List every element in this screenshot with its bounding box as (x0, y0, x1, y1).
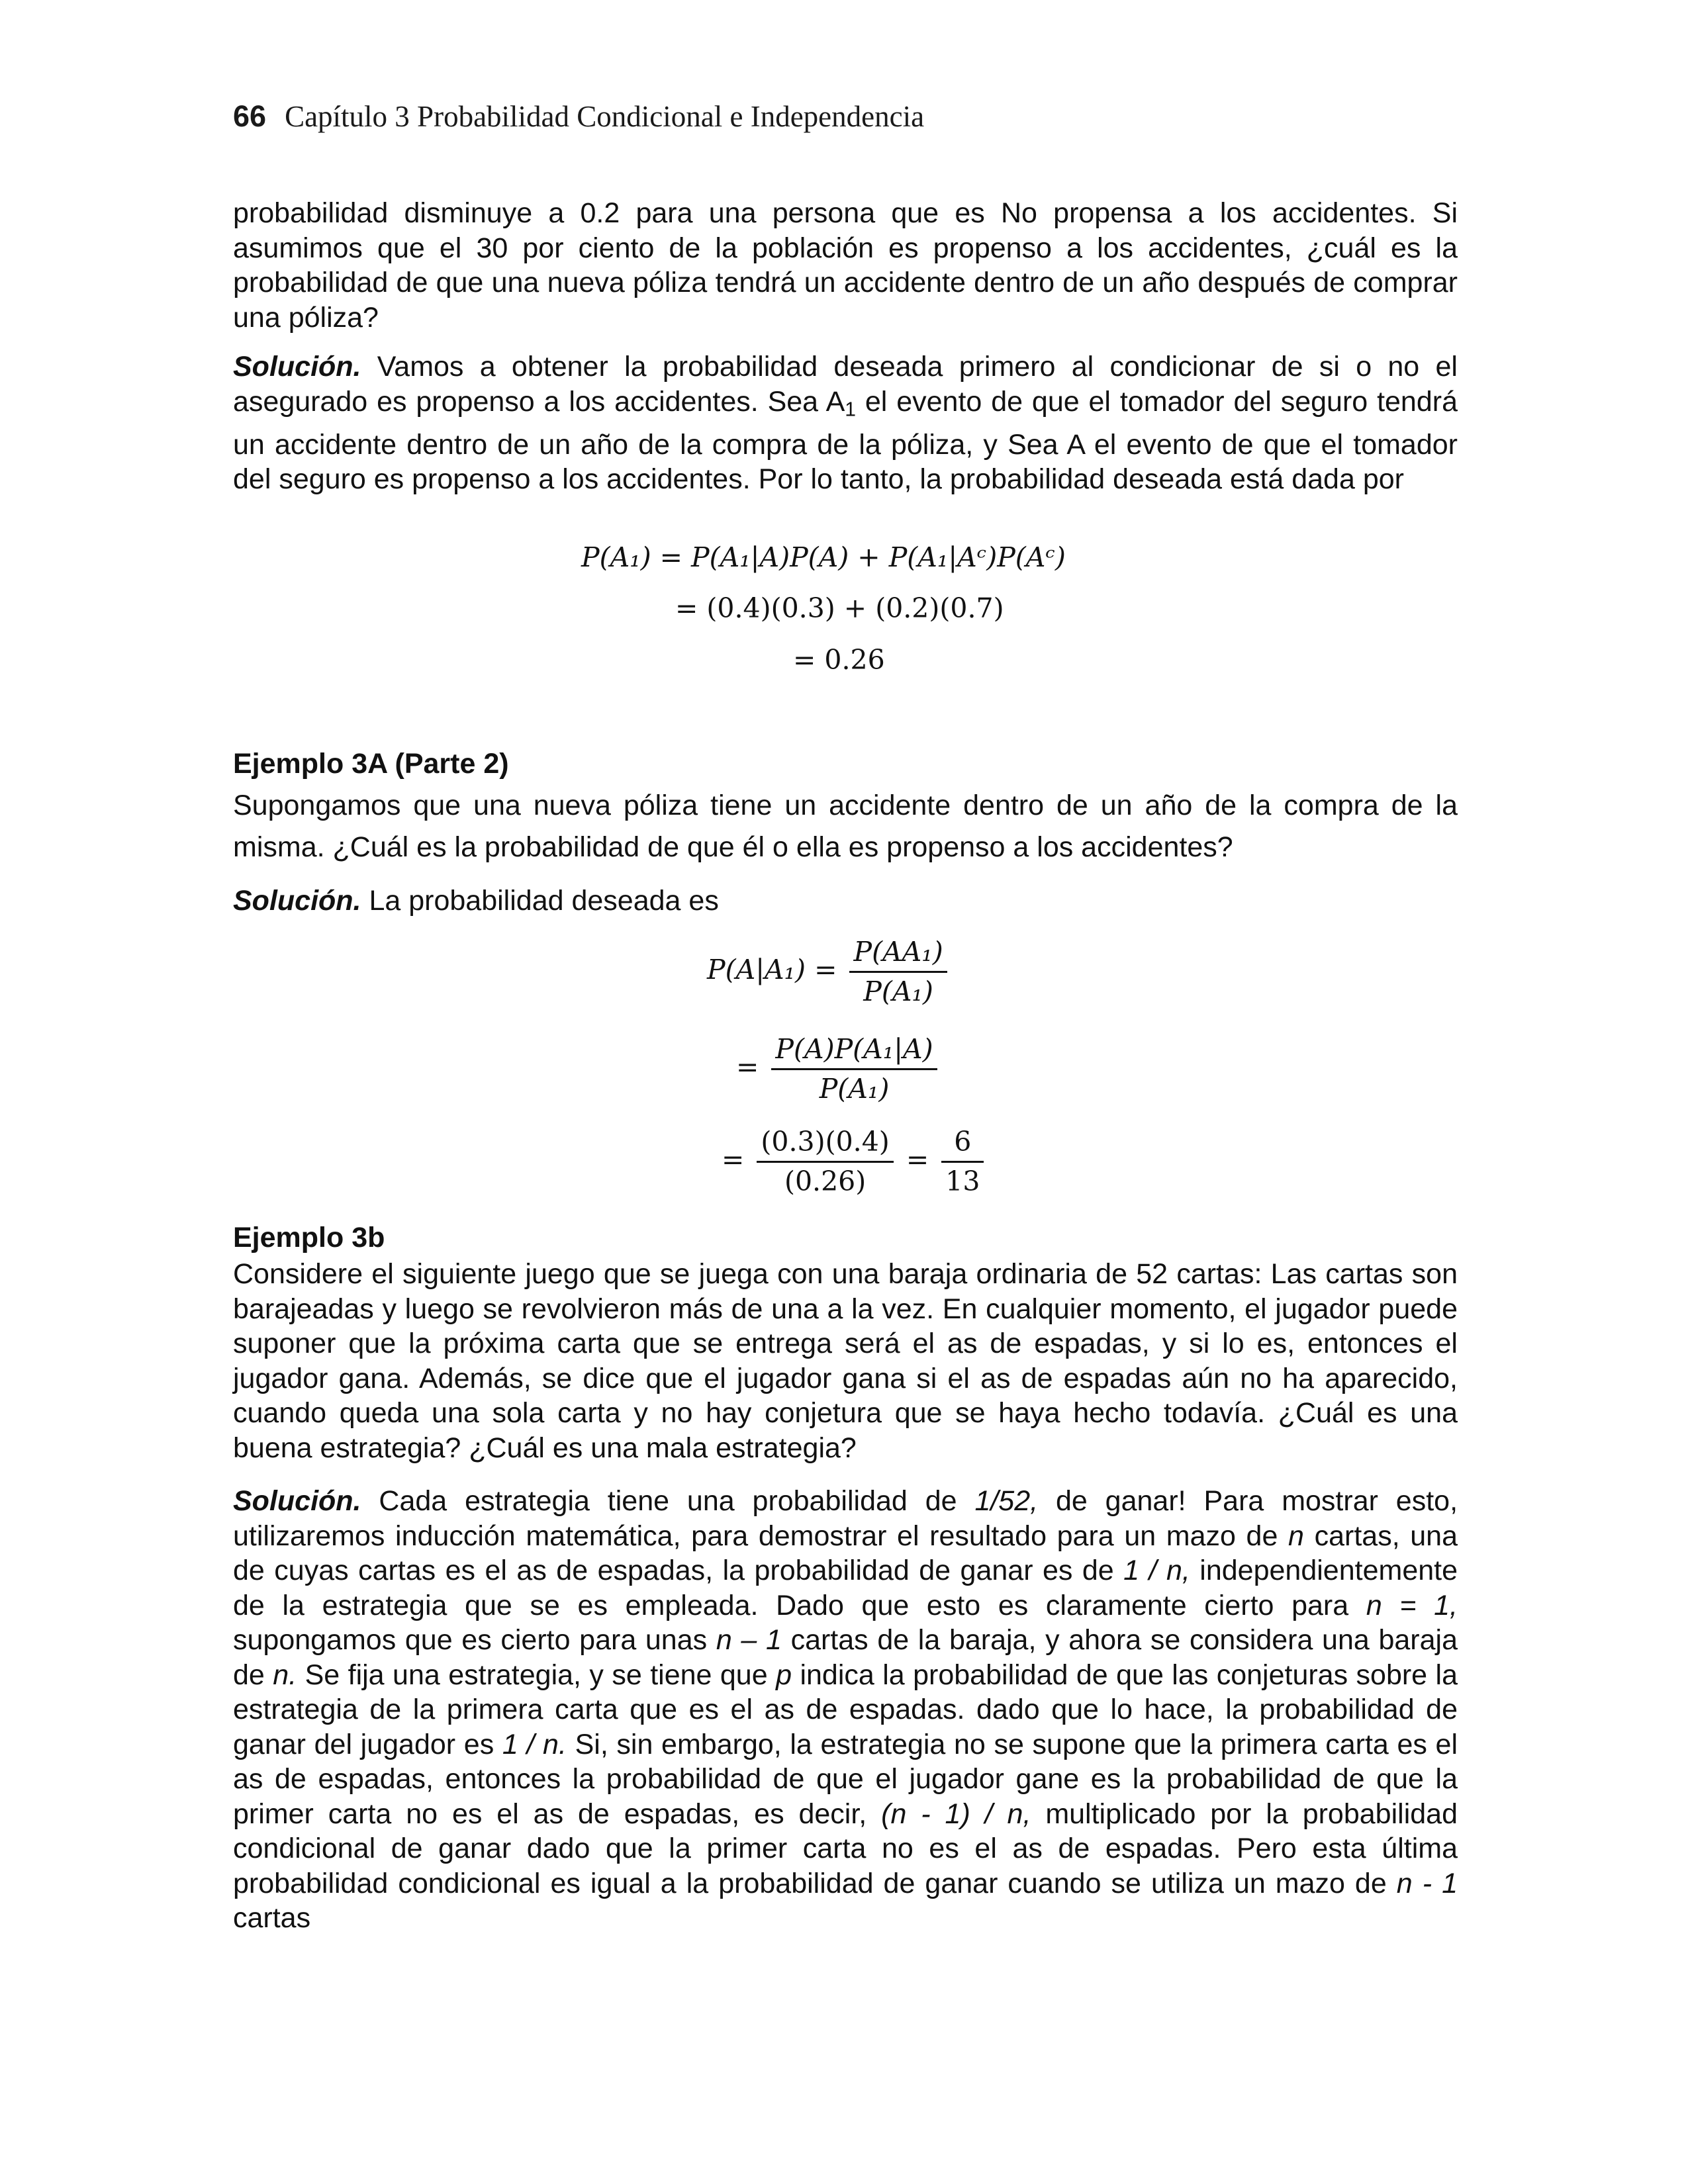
fraction-1-denominator: P(A₁) (849, 971, 947, 1005)
equation-2-lhs: P(A|A₁) = (707, 954, 837, 985)
fraction-1-numerator: P(AA₁) (853, 936, 943, 968)
solution-3-italic: 1 / n. (502, 1728, 567, 1760)
example-3b-paragraph: Considere el siguiente juego que se juega con una baraja ordinaria de 52 cartas: Las cartas son barajeadas y luego se revolvieron más de una a la vez. En cualquier momento, el jugador puede suponer que la próxima carta que se entrega será el as de espadas, y si lo es, entonces el jugador gana. Además, se dice que el jugador gana si el as de espadas aún no ha aparecido, cuando queda una sola carta y no hay conjetura que se haya hecho todavía. ¿Cuál es una buena estrategia? ¿Cuál es una mala estrategia? (233, 1258, 1458, 1464)
solution-3-italic: n - 1 (1396, 1867, 1458, 1899)
solution-3-italic: n. (273, 1659, 297, 1691)
equals-sign: = (722, 1144, 745, 1175)
solution-3-text: cartas de la baraja, y ahora se considera una baraja de (233, 1624, 1458, 1691)
fraction-4-numerator: 6 (954, 1126, 972, 1158)
fraction-2-denominator: P(A₁) (771, 1068, 937, 1103)
fraction-2 (771, 1033, 937, 1105)
fraction-4 (941, 1128, 984, 1195)
equation-2-line-3 (722, 1128, 988, 1195)
solution-3-paragraph (233, 1484, 1458, 1936)
fraction-3-denominator: (0.26) (757, 1161, 893, 1195)
solution-3-italic: n = 1, (1366, 1589, 1458, 1621)
solution-1-subscript: 1 (845, 398, 857, 421)
solution-3-text: multiplicado por la probabilidad condicional de ganar dado que la primer carta no es el as de espadas. Pero esta última probabilidad condicional es igual a la probabilidad de ganar cuando se utiliza un mazo de (233, 1797, 1458, 1899)
solution-2-text: La probabilidad deseada es (369, 885, 719, 917)
equation-2-line-2 (736, 1033, 941, 1105)
solution-1-paragraph (233, 349, 1458, 497)
solution-3-italic: p (776, 1659, 792, 1691)
solution-3-text: independientemente de la estrategia que se es empleada. Dado que esto es claramente cierto para (233, 1555, 1458, 1621)
fraction-4-denominator: 13 (941, 1161, 984, 1195)
intro-paragraph: probabilidad disminuye a 0.2 para una persona que es No propensa a los accidentes. Si asumimos que el 30 por ciento de la población es propenso a los accidentes, ¿cuál es la probabilidad de que una nueva póliza tendrá un accidente dentro de un año después de comprar una póliza? (233, 197, 1458, 334)
solution-3-text: Cada estrategia tiene una probabilidad de (379, 1485, 957, 1517)
equation-1-line-1: P(A₁) = P(A₁|A)P(A) + P(A₁|Aᶜ)P(Aᶜ) (581, 541, 1066, 573)
equation-1-line-3: = 0.26 (793, 644, 885, 676)
solution-3-italic: 1/52, (974, 1485, 1039, 1517)
solution-1-text-b: el evento de que el tomador del seguro tendrá un accidente dentro de un año de la compra de la póliza, y Sea A el evento de que el tomador del seguro es propenso a los accidentes. Por lo tanto, la probabilidad deseada está dada por (233, 385, 1458, 496)
solution-3-italic: n – 1 (716, 1624, 782, 1656)
running-header (233, 99, 924, 134)
example-3a-paragraph: Supongamos que una nueva póliza tiene un accidente dentro de un año de la compra de la misma. ¿Cuál es la probabilidad de que él o ella es propenso a los accidentes? (233, 790, 1458, 863)
equation-1-line-2: = (0.4)(0.3) + (0.2)(0.7) (675, 592, 1004, 624)
fraction-3 (757, 1128, 893, 1195)
solution-3-text: indica la probabilidad de que las conjeturas sobre la estrategia de la primera carta que es el as de espadas. dado que lo hace, la probabilidad de ganar del jugador es (233, 1659, 1458, 1760)
equation-2-line-1 (707, 938, 951, 1005)
solution-3-text: cartas, una de cuyas cartas es el as de espadas, la probabilidad de ganar es de (233, 1520, 1458, 1586)
solution-3-text: Se fija una estrategia, y se tiene que (305, 1659, 768, 1691)
fraction-2-numerator: P(A)P(A₁|A) (775, 1033, 933, 1065)
solution-1-text-a: Vamos a obtener la probabilidad deseada primero al condicionar de si o no el asegurado es propenso a los accidentes. Sea A (233, 351, 1458, 418)
solution-3-italic: 1 / n, (1123, 1555, 1190, 1586)
fraction-1 (849, 938, 947, 1005)
example-3b-heading: Ejemplo 3b (233, 1222, 385, 1253)
solution-3-text: de ganar! Para mostrar esto, utilizaremos inducción matemática, para demostrar el resultado para un mazo de (233, 1485, 1458, 1552)
solution-3-text: cartas (233, 1902, 311, 1934)
solution-3-text: Si, sin embargo, la estrategia no se supone que la primera carta es el as de espadas, entonces la probabilidad de que el jugador gane es la probabilidad de que la primer carta no es el as de espadas, es decir, (233, 1728, 1458, 1830)
solution-label: Solución. (233, 1485, 361, 1517)
solution-2-paragraph (233, 884, 1458, 919)
example-3a-heading: Ejemplo 3A (Parte 2) (233, 748, 509, 780)
page-number: 66 (233, 99, 267, 133)
fraction-3-numerator: (0.3)(0.4) (761, 1126, 890, 1158)
solution-3-italic: n (1288, 1520, 1304, 1552)
solution-3-text: supongamos que es cierto para unas (233, 1624, 708, 1656)
equals-sign: = (906, 1144, 929, 1175)
solution-label: Solución. (233, 885, 361, 917)
solution-label: Solución. (233, 351, 361, 383)
chapter-title: Capítulo 3 Probabilidad Condicional e Independencia (285, 100, 925, 133)
solution-3-italic: (n - 1) / n, (881, 1797, 1031, 1830)
equals-sign: = (736, 1051, 759, 1083)
